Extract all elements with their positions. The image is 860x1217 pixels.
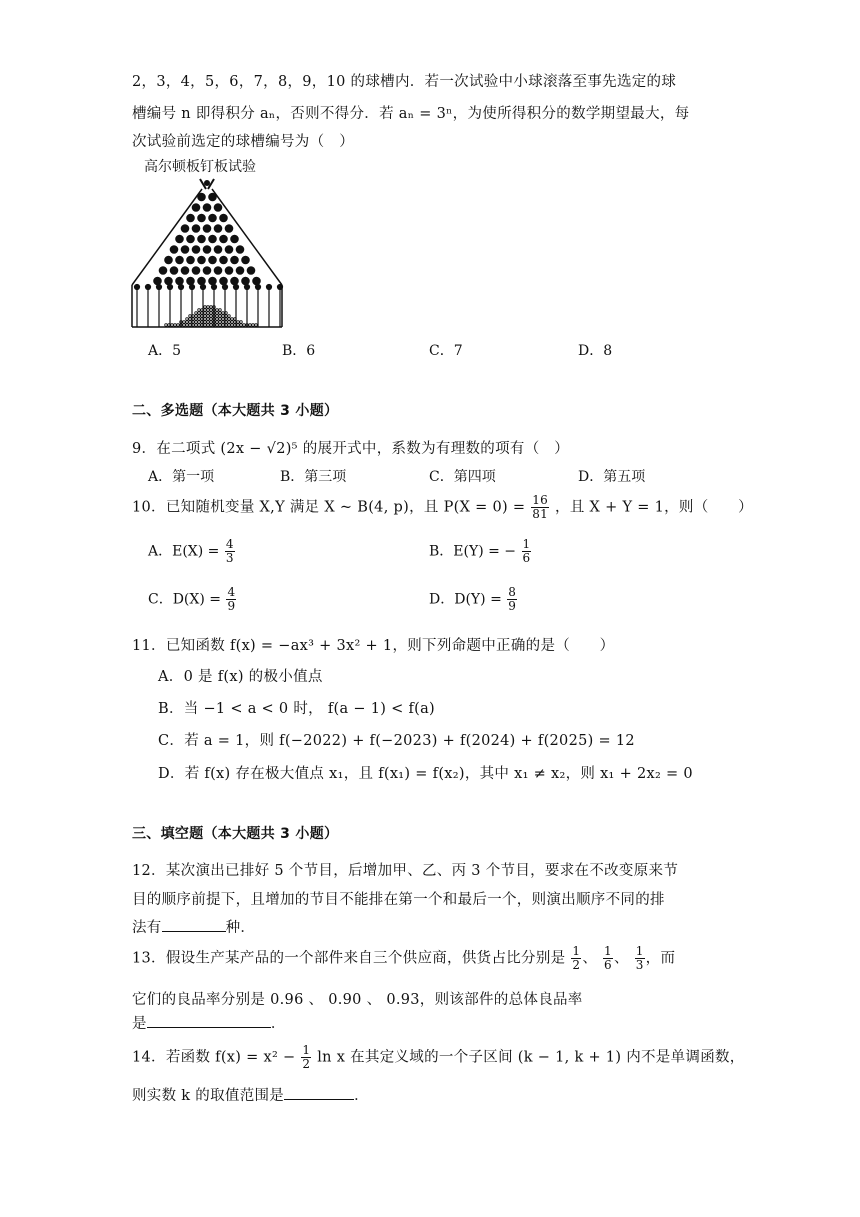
ball — [195, 315, 198, 318]
ball — [240, 321, 243, 324]
frac-numerator: 8 — [508, 585, 516, 599]
peg — [164, 277, 173, 286]
q10-option-b-label: B．E(Y) = − — [429, 543, 517, 560]
ball — [219, 315, 222, 318]
q14-line2 — [132, 1084, 369, 1105]
peg — [219, 235, 228, 244]
peg — [175, 256, 184, 265]
q13-separator-2: 、 — [613, 950, 629, 967]
ball — [186, 324, 189, 327]
peg — [181, 266, 190, 275]
q13-line3-end: ． — [270, 1016, 286, 1032]
ball — [207, 321, 210, 324]
ball — [204, 324, 207, 327]
q13-fraction-3 — [635, 945, 645, 972]
q9-option-c[interactable]: C．第四项 — [429, 469, 496, 485]
ball — [231, 321, 234, 324]
ball — [210, 315, 213, 318]
ball — [210, 312, 213, 315]
ball — [231, 318, 234, 321]
ball — [168, 324, 171, 327]
ball — [252, 324, 255, 327]
frac-denominator: 6 — [522, 551, 531, 565]
ball — [201, 312, 204, 315]
peg — [236, 245, 245, 254]
ball — [222, 324, 225, 327]
q8-option-d[interactable]: D．8 — [578, 343, 613, 359]
frac-numerator: 1 — [635, 944, 644, 958]
ball — [228, 315, 231, 318]
peg — [214, 224, 223, 233]
peg — [175, 235, 184, 244]
q12-line3-start: 法有 — [132, 920, 162, 936]
q9-options — [148, 466, 788, 486]
peg — [153, 277, 162, 286]
frac-numerator: 1 — [302, 1043, 311, 1057]
frac-denominator: 9 — [508, 599, 516, 613]
ball — [216, 312, 219, 315]
ball — [228, 318, 231, 321]
peg — [252, 277, 261, 286]
slot-peg — [234, 285, 239, 290]
peg — [247, 266, 256, 275]
q13-line2: 它们的良品率分别是 0.96 、 0.90 、 0.93，则该部件的总体良品率 — [132, 992, 583, 1008]
ball — [174, 324, 177, 327]
q13-line1-start: 13．假设生产某产品的一个部件来自三个供应商，供货占比分别是 — [132, 950, 566, 967]
q11-option-d[interactable]: D．若 f(x) 存在极大值点 x₁，且 f(x₁) = f(x₂)，其中 x₁ ≠ x₂，则 x₁ + 2x₂ = 0 — [158, 766, 693, 782]
peg — [208, 193, 217, 202]
q10-option-c-fraction — [226, 586, 236, 613]
peg — [208, 214, 217, 223]
q13-line1-end: ，而 — [645, 950, 676, 967]
q10-stem — [132, 494, 753, 521]
ball — [243, 324, 246, 327]
q10-stem-part1: 10．已知随机变量 X,Y 满足 X ~ B(4, p)，且 P(X = 0) = — [132, 499, 526, 516]
ball — [219, 309, 222, 312]
ball — [192, 318, 195, 321]
slot-peg — [223, 285, 228, 290]
slot-peg — [146, 285, 151, 290]
peg — [208, 235, 217, 244]
ball — [225, 321, 228, 324]
q10-options — [148, 538, 788, 628]
ball — [201, 321, 204, 324]
ball — [201, 324, 204, 327]
peg — [214, 245, 223, 254]
peg — [197, 193, 206, 202]
q8-options — [148, 340, 788, 360]
q12-line2: 目的顺序前提下，且增加的节目不能排在第一个和最后一个，则演出顺序不同的排 — [132, 892, 665, 908]
peg — [159, 266, 168, 275]
ball — [207, 324, 210, 327]
q10-option-a[interactable] — [148, 538, 236, 565]
peg — [197, 277, 206, 286]
q10-option-d-fraction — [507, 586, 517, 613]
q10-frac-numerator: 16 — [532, 493, 549, 507]
peg — [203, 266, 212, 275]
peg — [186, 214, 195, 223]
ball — [216, 321, 219, 324]
ball — [183, 324, 186, 327]
frac-numerator: 4 — [227, 585, 236, 599]
q13-answer-blank[interactable] — [147, 1015, 271, 1028]
ball — [189, 318, 192, 321]
ball — [225, 324, 228, 327]
q10-option-d[interactable] — [429, 586, 518, 613]
peg — [219, 277, 228, 286]
ball — [255, 324, 258, 327]
ball — [171, 324, 174, 327]
ball — [210, 309, 213, 312]
ball — [216, 318, 219, 321]
q14-answer-blank[interactable] — [284, 1087, 354, 1100]
ball — [225, 315, 228, 318]
ball — [198, 318, 201, 321]
peg — [203, 224, 212, 233]
q9-option-d[interactable]: D．第五项 — [578, 469, 646, 485]
frac-numerator: 1 — [522, 537, 531, 551]
ball — [219, 312, 222, 315]
ball — [240, 324, 243, 327]
ball — [201, 309, 204, 312]
peg — [197, 214, 206, 223]
peg — [186, 235, 195, 244]
peg — [225, 245, 234, 254]
q8-line1: 2，3，4，5，6，7，8，9，10 的球槽内．若一次试验中小球滚落至事先选定的球 — [132, 74, 677, 90]
slot-peg — [201, 285, 206, 290]
peg — [241, 256, 250, 265]
section-multi-choice-title: 二、多选题（本大题共 3 小题） — [132, 403, 339, 419]
ball — [207, 318, 210, 321]
q10-option-d-label: D．D(Y) = — [429, 591, 502, 608]
ball — [210, 321, 213, 324]
peg — [230, 277, 239, 286]
peg — [192, 245, 201, 254]
ball — [201, 315, 204, 318]
q13-fraction-2 — [603, 945, 613, 972]
q11-stem: 11．已知函数 f(x) = −ax³ + 3x² + 1，则下列命题中正确的是（ ） — [132, 638, 615, 654]
ball — [234, 318, 237, 321]
figure-title: 高尔顿板钉板试验 — [144, 159, 256, 175]
q11-option-b[interactable]: B．当 −1 < a < 0 时， f(a − 1) < f(a) — [158, 701, 435, 717]
ball — [204, 321, 207, 324]
q12-line3-end: 种． — [225, 920, 256, 936]
ball — [228, 324, 231, 327]
q10-option-c[interactable] — [148, 586, 237, 613]
q10-option-b-fraction — [522, 538, 532, 565]
peg — [236, 266, 245, 275]
peg — [214, 203, 223, 212]
ball — [198, 315, 201, 318]
q8-line2: 槽编号 n 即得积分 aₙ，否则不得分．若 aₙ = 3ⁿ，为使所得积分的数学期望最大，每 — [132, 106, 690, 122]
ball — [225, 318, 228, 321]
ball — [216, 309, 219, 312]
peg — [197, 256, 206, 265]
ball — [189, 315, 192, 318]
ball — [204, 309, 207, 312]
ball — [222, 312, 225, 315]
q10-stem-part2: ，且 X + Y = 1，则（ ） — [555, 499, 753, 516]
ball — [198, 321, 201, 324]
slot-peg — [267, 285, 272, 290]
ball — [195, 321, 198, 324]
frac-denominator: 9 — [227, 599, 236, 613]
ball — [195, 312, 198, 315]
q14-line1-start: 14．若函数 f(x) = x² − — [132, 1049, 296, 1066]
slot-peg — [212, 285, 217, 290]
ball — [192, 324, 195, 327]
slot-peg — [278, 285, 283, 290]
slot-peg — [135, 285, 140, 290]
section-fill-blank-title: 三、填空题（本大题共 3 小题） — [132, 826, 339, 842]
frac-denominator: 3 — [225, 551, 234, 565]
q10-probability-fraction — [531, 494, 549, 521]
peg — [175, 277, 184, 286]
frac-numerator: 1 — [572, 944, 581, 958]
q13-line1 — [132, 945, 675, 972]
q10-option-c-label: C．D(X) = — [148, 591, 222, 608]
q14-fraction — [301, 1044, 311, 1071]
ball — [207, 306, 210, 309]
frac-numerator: 4 — [225, 537, 234, 551]
peg — [219, 214, 228, 223]
peg — [170, 266, 179, 275]
ball — [216, 315, 219, 318]
ball — [195, 318, 198, 321]
peg — [192, 203, 201, 212]
q9-stem: 9．在二项式 (2x − √2)⁵ 的展开式中，系数为有理数的项有（ ） — [132, 441, 570, 457]
peg — [225, 224, 234, 233]
ball — [189, 324, 192, 327]
ball — [228, 321, 231, 324]
ball — [198, 312, 201, 315]
ball — [207, 309, 210, 312]
ball — [249, 324, 252, 327]
peg — [214, 266, 223, 275]
peg — [203, 203, 212, 212]
frac-denominator: 6 — [604, 958, 612, 972]
peg — [230, 256, 239, 265]
ball — [186, 321, 189, 324]
ball — [231, 324, 234, 327]
peg — [192, 224, 201, 233]
galton-board-figure — [128, 175, 288, 330]
ball — [198, 309, 201, 312]
peg — [241, 277, 250, 286]
ball — [183, 321, 186, 324]
q13-separator-1: 、 — [582, 950, 598, 967]
q14-line1 — [132, 1044, 745, 1071]
peg — [197, 235, 206, 244]
q11-option-a[interactable]: A．0 是 f(x) 的极小值点 — [158, 669, 323, 685]
frac-numerator: 1 — [604, 944, 612, 958]
ball — [201, 318, 204, 321]
q12-answer-blank[interactable] — [162, 919, 226, 932]
peg — [208, 256, 217, 265]
ball — [195, 324, 198, 327]
ball — [219, 321, 222, 324]
q12-line3 — [132, 916, 255, 937]
ball — [204, 306, 207, 309]
ball — [189, 321, 192, 324]
q10-option-a-label: A．E(X) = — [148, 543, 220, 560]
slot-peg — [168, 285, 173, 290]
slot-peg — [179, 285, 184, 290]
ball — [210, 318, 213, 321]
q12-line1: 12．某次演出已排好 5 个节目，后增加甲、乙、丙 3 个节目，要求在不改变原来节 — [132, 863, 679, 879]
ball — [192, 321, 195, 324]
ball — [186, 318, 189, 321]
q13-line3-start: 是 — [132, 1016, 147, 1032]
ball — [177, 324, 180, 327]
ball — [222, 315, 225, 318]
ball — [165, 324, 168, 327]
ball — [198, 324, 201, 327]
peg — [219, 256, 228, 265]
ball — [207, 312, 210, 315]
q9-option-a[interactable]: A．第一项 — [148, 469, 215, 485]
ball — [222, 321, 225, 324]
ball — [204, 318, 207, 321]
slot-peg — [157, 285, 162, 290]
frac-denominator: 2 — [572, 958, 581, 972]
ball — [234, 321, 237, 324]
q10-option-a-fraction — [225, 538, 235, 565]
peg — [225, 266, 234, 275]
ball — [210, 324, 213, 327]
ball — [210, 306, 213, 309]
ball — [219, 318, 222, 321]
q14-line2-end: ． — [354, 1088, 369, 1104]
peg — [192, 266, 201, 275]
peg — [186, 256, 195, 265]
peg — [230, 235, 239, 244]
slot-peg — [190, 285, 195, 290]
q8-line3: 次试验前选定的球槽编号为（ ） — [132, 134, 354, 150]
ball — [204, 315, 207, 318]
ball — [237, 321, 240, 324]
q11-option-c[interactable]: C．若 a = 1，则 f(−2022) + f(−2023) + f(2024) + f(2025) = 12 — [158, 733, 635, 749]
slot-peg — [256, 285, 261, 290]
ball — [237, 324, 240, 327]
q9-option-b[interactable]: B．第三项 — [280, 469, 347, 485]
ball — [207, 315, 210, 318]
ball — [216, 324, 219, 327]
frac-denominator: 3 — [635, 958, 644, 972]
frac-denominator: 2 — [302, 1057, 311, 1071]
q8-option-c[interactable]: C．7 — [429, 343, 463, 359]
ball — [225, 312, 228, 315]
peg — [186, 277, 195, 286]
q8-option-b[interactable]: B．6 — [282, 343, 316, 359]
ball — [219, 324, 222, 327]
peg — [170, 245, 179, 254]
q14-line2-start: 则实数 k 的取值范围是 — [132, 1088, 285, 1104]
q10-frac-denominator: 81 — [532, 507, 549, 521]
peg — [203, 245, 212, 254]
ball — [234, 324, 237, 327]
peg — [181, 224, 190, 233]
slot-peg — [245, 285, 250, 290]
q13-line3 — [132, 1012, 286, 1033]
peg — [164, 256, 173, 265]
ball — [204, 312, 207, 315]
ball — [192, 315, 195, 318]
peg — [208, 277, 217, 286]
q14-line1-end: ln x 在其定义域的一个子区间 (k − 1, k + 1) 内不是单调函数， — [317, 1049, 745, 1066]
q10-option-b[interactable] — [429, 538, 532, 565]
q13-fraction-1 — [571, 945, 581, 972]
peg — [181, 245, 190, 254]
q8-option-a[interactable]: A．5 — [148, 343, 182, 359]
ball — [222, 318, 225, 321]
